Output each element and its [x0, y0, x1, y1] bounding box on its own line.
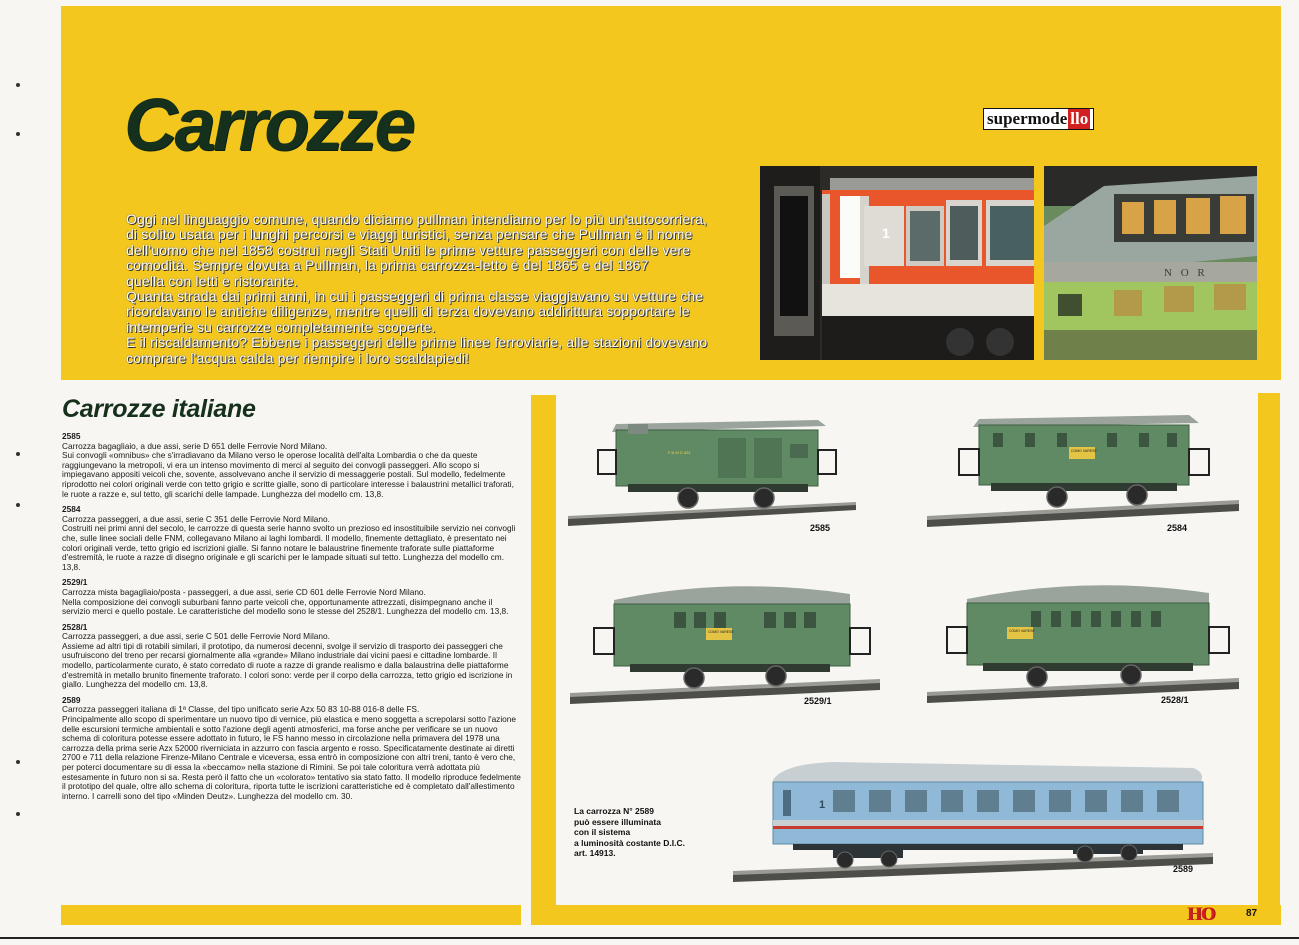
model-label: 2589 — [1173, 864, 1194, 874]
car-lettering: COMO VARESE — [708, 630, 734, 634]
article-list — [62, 432, 522, 807]
page-number: 87 — [1246, 908, 1258, 919]
model-label: 2584 — [1167, 523, 1188, 533]
model-2529-1 — [570, 578, 880, 708]
binder-dot — [16, 503, 20, 507]
model-2528-1 — [927, 575, 1239, 708]
article-body: Assieme ad altri tipi di rotabili similari, il prototipo, da numerosi decenni, svolge il servizio di trasporto dei passeggeri che usufruiscono del treno per recarsi giornalmente alla «grande» Milano industriale dai vicini paesi e cittadine lombarde. Il modello, particolarmente curato, è stato corredato di ruote a razze di grande realismo e dalla balaustrina delle piattaforme d'estremità in metallo brunito finemente traforato. I colori sono: verde per il corpo della carrozza, tetto grigio ed iscrizione in giallo. Lunghezza del modello cm. 13,8. — [62, 640, 513, 690]
article-subtitle: Carrozza passeggeri italiana di 1ª Classe, del tipo unificato serie Azx 50 83 10-88 016-8 delle FS. — [62, 704, 420, 715]
yellow-bar — [531, 395, 556, 925]
model-label: 2528/1 — [1161, 695, 1189, 705]
intro-text: Oggi nel linguaggio comune, quando diciamo pullman intendiamo per lo più un'autocorriera, di solito usata per i lunghi percorsi e viaggi turistici, senza pensare che Pullman è il nome dell'uomo che nel 1858 costruì negli Stati Uniti le prime vetture passeggeri con delle vere comodità. Sempre dovuta a Pullman, la prima carrozza-letto è del 1865 e del 1867 quella con letti e ristorante. Quanta strada dai primi anni, in cui i passeggeri di prima classe viaggiavano su vetture che ricordavano le antiche diligenze, mentre quelli di terza dovevano addirittura sopportare le intemperie su carrozze completamente scoperte. E il riscaldamento? Ebbene i passeggeri delle prime linee ferroviarie, alle stazioni dovevano comprare l'acqua calda per riempire i loro scaldapiedi! — [126, 211, 708, 366]
article-body: Nella composizione dei convogli suburbani fanno parte veicoli che, opportunamente attrezzati, disimpegnano anche il servizio merci e quello postale. Le caratteristiche del modello sono le stesse del 2528/1. Lunghezza del modello cm. 13,8. — [62, 596, 509, 617]
article-2529-1 — [62, 578, 522, 616]
model-label: 2585 — [810, 523, 831, 533]
svg-text:F N M D 651: F N M D 651 — [668, 450, 691, 455]
car-lettering: COMO VARESE — [1071, 449, 1097, 453]
binder-dot — [16, 760, 20, 764]
yellow-bar — [531, 905, 1281, 925]
section-title: Carrozze italiane — [62, 395, 256, 423]
car-lettering: COMO VARESE — [1009, 629, 1035, 633]
model-2585 — [568, 410, 856, 533]
binder-dot — [16, 83, 20, 87]
model-2589 — [733, 758, 1213, 888]
article-code: 2589 — [62, 694, 81, 705]
article-2589 — [62, 696, 522, 802]
article-2528-1 — [62, 623, 522, 690]
article-code: 2584 — [62, 504, 81, 515]
photo-dome-car — [1044, 166, 1257, 360]
article-body: Principalmente allo scopo di sperimentare un nuovo tipo di vernice, più elastica e meno soggetta a screpolarsi sotto l'azione delle escursioni termiche ambientali e sotto l'azione degli agenti atmosferici, ma forse anche per verificare se un nuovo schema di coloritura potesse essere adottato in futuro, le FS hanno messo in circolazione nella primavera del 1978 una carrozza della prima serie Azx 52000 riverniciata in azzurro con fascia argento e rosso. Specificatamente destinate ai diretti 2700 e 711 della relazione Firenze-Milano Centrale e viceversa, essa entrò in composizione con altri treni, tanto è vero che, per poterci documentare su di essa la «beccamo» nella stazione di Rimini. Se poi tale coloritura verrà adottata più estesamente in futuro non si sa. Resta però il fatto che un «colorato» tentativo sia stato fatto. Il modello riproduce fedelmente il prototipo del quale, oltre allo schema di coloritura, riporta tutte le iscrizioni caratteristiche ed è completato dall'allestimento interno. I carrelli sono del tipo «Minden Deutz». Lunghezza del modello cm. 30. — [62, 714, 521, 801]
ho-logo: HO — [1187, 904, 1215, 925]
article-2584 — [62, 505, 522, 572]
brand-logo — [983, 108, 1094, 130]
article-subtitle: Carrozza passeggeri, a due assi, serie C 351 delle Ferrovie Nord Milano. — [62, 513, 330, 524]
article-subtitle: Carrozza passeggeri, a due assi, serie C 501 delle Ferrovie Nord Milano. — [62, 631, 330, 642]
binder-dot — [16, 452, 20, 456]
article-code: 2585 — [62, 431, 81, 441]
svg-text:1: 1 — [819, 799, 826, 811]
model-2584 — [927, 405, 1239, 533]
article-body: Sui convogli «omnibus» che s'irradiavano da Milano verso le operose località dell'alta Lombardia o che da queste raggiungevano la metropoli, vi era un intenso movimento di merci al seguito dei convogli passeggeri. Allo scopo si impiegavano appositi veicoli che, sovente, assolvevano anche il servizio di messaggerie postali. Sul modello, fedelmente riprodotto nei colori originali verde con tetto grigio e scritte gialle, sono di particolare interesse i balaustrini metallici traforati, le ruote a razze e, sul tetto, gli scarichi delle lampade. Lunghezza del modello cm. 13,8. — [62, 450, 514, 499]
brand-prefix: supermode — [987, 109, 1068, 128]
yellow-bar — [1258, 393, 1280, 925]
article-2585 — [62, 432, 522, 499]
article-subtitle: Carrozza bagagliaio, a due assi, serie D 651 delle Ferrovie Nord Milano. — [62, 440, 328, 451]
lighting-caption: La carrozza N° 2589 può essere illuminata con il sistema a luminosità costante D.I.C. art. 14913. — [574, 806, 685, 858]
bottom-rule — [0, 937, 1299, 939]
article-body: Costruiti nei primi anni del secolo, le carrozze di questa serie hanno svolto un prezioso ed insostituibile servizio nei convogli che, sulle linee sociali delle FNM, collegavano Milano ai laghi lombardi. Il modello, finemente dettagliato, è presentato nei colori originali verde, tetto grigio ed iscrizioni gialle. Si fanno notare le balaustrine finemente traforate sulle piattaforme d'estremità, le ruote a razze di disegno originale e gli scarichi per le lampade situati sul tetto. Lunghezza del modello cm. 13,8. — [62, 523, 516, 572]
binder-dot — [16, 132, 20, 136]
brand-ho-mark: llo — [1070, 109, 1089, 128]
svg-text:1: 1 — [882, 225, 890, 241]
photo-lettering: N O R — [1164, 267, 1208, 279]
binder-dot — [16, 812, 20, 816]
model-label: 2529/1 — [804, 696, 832, 706]
yellow-bar — [61, 905, 521, 925]
article-code: 2528/1 — [62, 621, 88, 632]
page-title: Carrozze — [124, 83, 413, 166]
article-subtitle: Carrozza mista bagagliaio/posta - passeggeri, a due assi, serie CD 601 delle Ferrovie Nord Milano. — [62, 586, 426, 597]
photo-coach-closeup — [760, 166, 1034, 360]
article-code: 2529/1 — [62, 577, 88, 588]
